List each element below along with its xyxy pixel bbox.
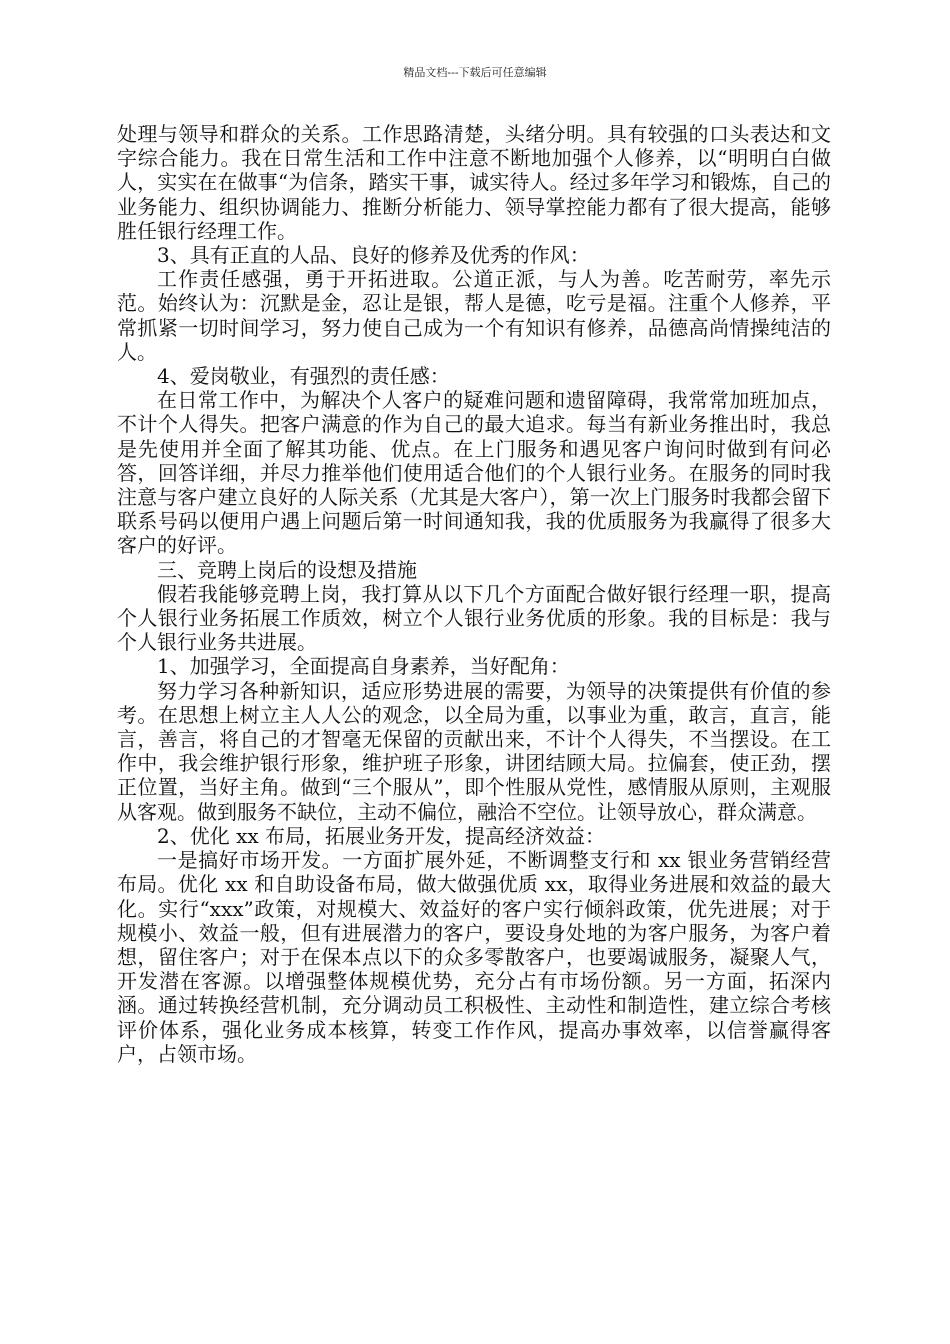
document-body <box>117 122 831 1066</box>
paragraph-section-3-intro: 假若我能够竞聘上岗，我打算从以下几个方面配合做好银行经理一职，提高个人银行业务拓展工作质效，树立个人银行业务优质的形象。我的目标是：我与个人银行业务共进展。 <box>117 581 831 655</box>
section-heading-3: 三、竞聘上岗后的设想及措施 <box>157 557 417 582</box>
heading-measure-1: 1、加强学习，全面提高自身素养，当好配角： <box>157 654 570 679</box>
paragraph-measure-1: 努力学习各种新知识，适应形势进展的需要，为领导的决策提供有价值的参考。在思想上树立主人人公的观念，以全局为重，以事业为重，敢言，直言，能言，善言，将自己的才智毫无保留的贡献出来，不计个人得失，不当摆设。在工作中，我会维护银行形象，维护班子形象，讲团结顾大局。拉偏套，使正劲，摆正位置，当好主角。做到“三个服从”，即个性服从党性，感情服从原则，主观服从客观。做到服务不缺位，主动不偏位，融洽不空位。让领导放心，群众满意。 <box>117 678 831 824</box>
paragraph-measure-2: 一是搞好市场开发。一方面扩展外延，不断调整支行和 xx 银业务营销经营布局。优化 xx 和自助设备布局，做大做强优质 xx，取得业务进展和效益的最大化。实行“xxx”政策，对规模大、效益好的客户实行倾斜政策，优先进展；对于规模小、效益一般，但有进展潜力的客户，要设身处地的为客户服务，为客户着想，留住客户；对于在保本点以下的众多零散客户，也要竭诚服务，凝聚人气，开发潜在客源。以增强整体规模优势，充分占有市场份额。另一方面，拓深内涵。通过转换经营机制，充分调动员工积极性、主动性和制造性，建立综合考核评价体系，强化业务成本核算，转变工作作风，提高办事效率，以信誉赢得客户，占领市场。 <box>117 848 831 1066</box>
heading-point-4: 4、爱岗敬业，有强烈的责任感： <box>157 364 450 389</box>
paragraph-point-4: 在日常工作中，为解决个人客户的疑难问题和遗留障碍，我常常加班加点，不计个人得失。把客户满意的作为自己的最大追求。每当有新业务推出时，我总是先使用并全面了解其功能、优点。在上门服务和遇见客户询问时做到有问必答，回答详细，并尽力推举他们使用适合他们的个人银行业务。在服务的同时我注意与客户建立良好的人际关系（尤其是大客户），第一次上门服务时我都会留下联系号码以便用户遇上问题后第一时间通知我，我的优质服务为我赢得了很多大客户的好评。 <box>117 388 831 558</box>
paragraph-point-3: 工作责任感强，勇于开拓进取。公道正派，与人为善。吃苦耐劳，率先示范。始终认为：沉默是金，忍让是银，帮人是德，吃亏是福。注重个人修养，平常抓紧一切时间学习，努力使自己成为一个有知识有修养，品德高尚情操纯洁的人。 <box>117 267 831 364</box>
heading-measure-2: 2、优化 xx 布局，拓展业务开发，提高经济效益： <box>157 823 605 848</box>
heading-point-3: 3、具有正直的人品、良好的修养及优秀的作风： <box>157 243 590 268</box>
paragraph-intro-continuation: 处理与领导和群众的关系。工作思路清楚，头绪分明。具有较强的口头表达和文字综合能力。我在日常生活和工作中注意不断地加强个人修养，以“明明白白做人，实实在在做事“为信条，踏实干事，诚实待人。经过多年学习和锻炼，自己的业务能力、组织协调能力、推断分析能力、领导掌控能力都有了很大提高，能够胜任银行经理工作。 <box>117 122 831 243</box>
page-header-watermark: 精品文档---下载后可任意编辑 <box>403 66 547 79</box>
